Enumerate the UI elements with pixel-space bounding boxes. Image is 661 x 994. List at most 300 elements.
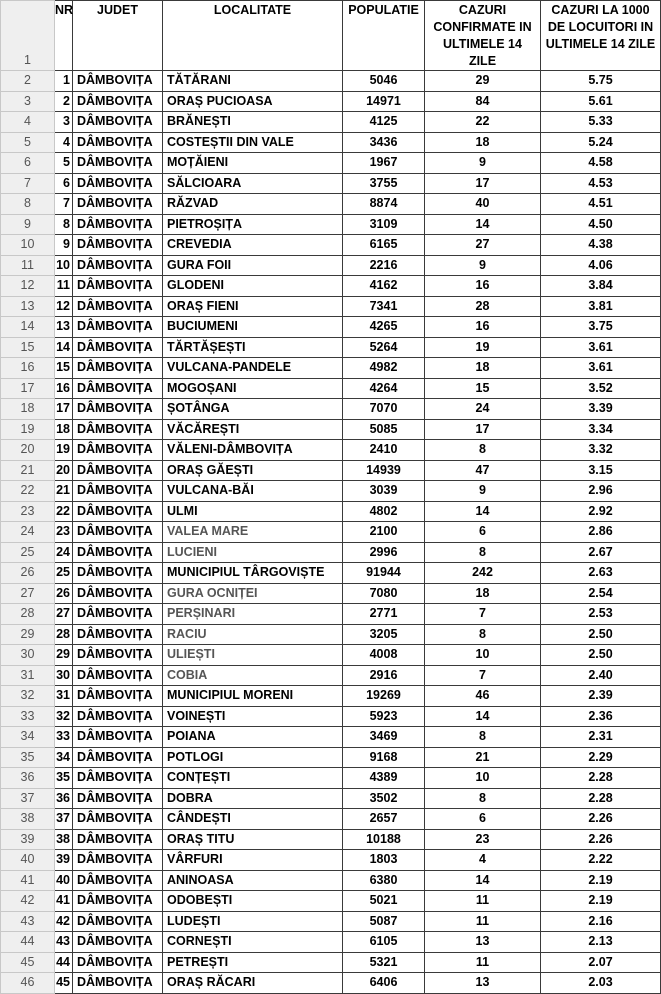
cell-localitate[interactable]: ORAȘ FIENI xyxy=(163,296,343,317)
cell-nr[interactable]: 29 xyxy=(55,645,73,666)
cell-populatie[interactable]: 4008 xyxy=(343,645,425,666)
row-number[interactable]: 43 xyxy=(1,911,55,932)
row-number[interactable]: 2 xyxy=(1,71,55,92)
cell-cazuri[interactable]: 47 xyxy=(425,460,541,481)
row-number[interactable]: 36 xyxy=(1,768,55,789)
cell-cazuri[interactable]: 8 xyxy=(425,624,541,645)
cell-judet[interactable]: DÂMBOVIȚA xyxy=(73,419,163,440)
cell-rata[interactable]: 2.26 xyxy=(541,829,661,850)
cell-rata[interactable]: 5.33 xyxy=(541,112,661,133)
cell-rata[interactable]: 3.61 xyxy=(541,337,661,358)
cell-localitate[interactable]: TĂRTĂȘEȘTI xyxy=(163,337,343,358)
cell-nr[interactable]: 10 xyxy=(55,255,73,276)
cell-cazuri[interactable]: 242 xyxy=(425,563,541,584)
row-number[interactable]: 44 xyxy=(1,932,55,953)
cell-localitate[interactable]: VALEA MARE xyxy=(163,522,343,543)
cell-judet[interactable]: DÂMBOVIȚA xyxy=(73,973,163,994)
cell-cazuri[interactable]: 6 xyxy=(425,809,541,830)
cell-nr[interactable]: 37 xyxy=(55,809,73,830)
cell-rata[interactable]: 5.24 xyxy=(541,132,661,153)
cell-rata[interactable]: 3.34 xyxy=(541,419,661,440)
cell-localitate[interactable]: ORAȘ TITU xyxy=(163,829,343,850)
row-number[interactable]: 28 xyxy=(1,604,55,625)
cell-rata[interactable]: 3.75 xyxy=(541,317,661,338)
cell-judet[interactable]: DÂMBOVIȚA xyxy=(73,255,163,276)
cell-populatie[interactable]: 6380 xyxy=(343,870,425,891)
cell-judet[interactable]: DÂMBOVIȚA xyxy=(73,501,163,522)
row-number[interactable]: 18 xyxy=(1,399,55,420)
cell-populatie[interactable]: 5085 xyxy=(343,419,425,440)
cell-judet[interactable]: DÂMBOVIȚA xyxy=(73,91,163,112)
cell-judet[interactable]: DÂMBOVIȚA xyxy=(73,378,163,399)
cell-cazuri[interactable]: 14 xyxy=(425,501,541,522)
cell-nr[interactable]: 9 xyxy=(55,235,73,256)
cell-rata[interactable]: 5.61 xyxy=(541,91,661,112)
cell-localitate[interactable]: CORNEȘTI xyxy=(163,932,343,953)
cell-populatie[interactable]: 6165 xyxy=(343,235,425,256)
cell-judet[interactable]: DÂMBOVIȚA xyxy=(73,337,163,358)
cell-nr[interactable]: 32 xyxy=(55,706,73,727)
cell-localitate[interactable]: GURA OCNIȚEI xyxy=(163,583,343,604)
header-rata[interactable]: CAZURI LA 1000 DE LOCUITORI IN ULTIMELE 14 ZILE xyxy=(541,1,661,71)
cell-nr[interactable]: 36 xyxy=(55,788,73,809)
cell-judet[interactable]: DÂMBOVIȚA xyxy=(73,542,163,563)
cell-localitate[interactable]: MOȚĂIENI xyxy=(163,153,343,174)
cell-judet[interactable]: DÂMBOVIȚA xyxy=(73,276,163,297)
cell-localitate[interactable]: ȘOTÂNGA xyxy=(163,399,343,420)
cell-rata[interactable]: 5.75 xyxy=(541,71,661,92)
cell-rata[interactable]: 3.39 xyxy=(541,399,661,420)
cell-rata[interactable]: 2.53 xyxy=(541,604,661,625)
cell-cazuri[interactable]: 9 xyxy=(425,255,541,276)
row-number[interactable]: 10 xyxy=(1,235,55,256)
cell-rata[interactable]: 2.40 xyxy=(541,665,661,686)
cell-judet[interactable]: DÂMBOVIȚA xyxy=(73,911,163,932)
cell-populatie[interactable]: 3039 xyxy=(343,481,425,502)
row-number[interactable]: 41 xyxy=(1,870,55,891)
cell-nr[interactable]: 30 xyxy=(55,665,73,686)
row-number[interactable]: 6 xyxy=(1,153,55,174)
cell-cazuri[interactable]: 24 xyxy=(425,399,541,420)
row-number[interactable]: 5 xyxy=(1,132,55,153)
cell-populatie[interactable]: 2100 xyxy=(343,522,425,543)
cell-rata[interactable]: 4.53 xyxy=(541,173,661,194)
cell-localitate[interactable]: GURA FOII xyxy=(163,255,343,276)
row-number[interactable]: 24 xyxy=(1,522,55,543)
cell-localitate[interactable]: VÂRFURI xyxy=(163,850,343,871)
cell-rata[interactable]: 3.81 xyxy=(541,296,661,317)
row-number[interactable]: 4 xyxy=(1,112,55,133)
cell-rata[interactable]: 3.61 xyxy=(541,358,661,379)
cell-judet[interactable]: DÂMBOVIȚA xyxy=(73,440,163,461)
cell-populatie[interactable]: 2996 xyxy=(343,542,425,563)
cell-rata[interactable]: 2.86 xyxy=(541,522,661,543)
cell-judet[interactable]: DÂMBOVIȚA xyxy=(73,317,163,338)
cell-populatie[interactable]: 14939 xyxy=(343,460,425,481)
row-number[interactable]: 29 xyxy=(1,624,55,645)
row-number[interactable]: 25 xyxy=(1,542,55,563)
cell-rata[interactable]: 3.52 xyxy=(541,378,661,399)
cell-localitate[interactable]: ODOBEȘTI xyxy=(163,891,343,912)
cell-rata[interactable]: 2.03 xyxy=(541,973,661,994)
cell-populatie[interactable]: 1803 xyxy=(343,850,425,871)
cell-cazuri[interactable]: 8 xyxy=(425,788,541,809)
cell-localitate[interactable]: POTLOGI xyxy=(163,747,343,768)
cell-rata[interactable]: 3.32 xyxy=(541,440,661,461)
cell-populatie[interactable]: 5087 xyxy=(343,911,425,932)
cell-judet[interactable]: DÂMBOVIȚA xyxy=(73,358,163,379)
cell-judet[interactable]: DÂMBOVIȚA xyxy=(73,747,163,768)
cell-rata[interactable]: 2.16 xyxy=(541,911,661,932)
row-number[interactable]: 27 xyxy=(1,583,55,604)
cell-rata[interactable]: 2.36 xyxy=(541,706,661,727)
row-number[interactable]: 21 xyxy=(1,460,55,481)
cell-rata[interactable]: 2.28 xyxy=(541,788,661,809)
cell-localitate[interactable]: CREVEDIA xyxy=(163,235,343,256)
cell-judet[interactable]: DÂMBOVIȚA xyxy=(73,788,163,809)
cell-nr[interactable]: 38 xyxy=(55,829,73,850)
cell-nr[interactable]: 1 xyxy=(55,71,73,92)
cell-localitate[interactable]: LUCIENI xyxy=(163,542,343,563)
cell-nr[interactable]: 11 xyxy=(55,276,73,297)
cell-judet[interactable]: DÂMBOVIȚA xyxy=(73,173,163,194)
cell-nr[interactable]: 35 xyxy=(55,768,73,789)
cell-populatie[interactable]: 9168 xyxy=(343,747,425,768)
row-number[interactable]: 33 xyxy=(1,706,55,727)
cell-judet[interactable]: DÂMBOVIȚA xyxy=(73,460,163,481)
cell-localitate[interactable]: MUNICIPIUL MORENI xyxy=(163,686,343,707)
row-number[interactable]: 9 xyxy=(1,214,55,235)
cell-localitate[interactable]: MUNICIPIUL TÂRGOVIȘTE xyxy=(163,563,343,584)
cell-localitate[interactable]: VULCANA-BĂI xyxy=(163,481,343,502)
row-number[interactable]: 14 xyxy=(1,317,55,338)
cell-populatie[interactable]: 4265 xyxy=(343,317,425,338)
cell-rata[interactable]: 2.07 xyxy=(541,952,661,973)
cell-nr[interactable]: 2 xyxy=(55,91,73,112)
cell-cazuri[interactable]: 27 xyxy=(425,235,541,256)
row-number[interactable]: 16 xyxy=(1,358,55,379)
cell-populatie[interactable]: 2657 xyxy=(343,809,425,830)
row-number[interactable]: 35 xyxy=(1,747,55,768)
cell-populatie[interactable]: 5046 xyxy=(343,71,425,92)
cell-populatie[interactable]: 2410 xyxy=(343,440,425,461)
cell-judet[interactable]: DÂMBOVIȚA xyxy=(73,624,163,645)
cell-localitate[interactable]: COSTEȘTII DIN VALE xyxy=(163,132,343,153)
row-number[interactable]: 45 xyxy=(1,952,55,973)
cell-localitate[interactable]: COBIA xyxy=(163,665,343,686)
cell-cazuri[interactable]: 13 xyxy=(425,973,541,994)
cell-cazuri[interactable]: 22 xyxy=(425,112,541,133)
row-number[interactable]: 23 xyxy=(1,501,55,522)
cell-nr[interactable]: 13 xyxy=(55,317,73,338)
cell-localitate[interactable]: BUCIUMENI xyxy=(163,317,343,338)
cell-cazuri[interactable]: 7 xyxy=(425,604,541,625)
cell-judet[interactable]: DÂMBOVIȚA xyxy=(73,829,163,850)
cell-nr[interactable]: 3 xyxy=(55,112,73,133)
cell-rata[interactable]: 4.51 xyxy=(541,194,661,215)
cell-populatie[interactable]: 2916 xyxy=(343,665,425,686)
cell-judet[interactable]: DÂMBOVIȚA xyxy=(73,583,163,604)
cell-rata[interactable]: 2.54 xyxy=(541,583,661,604)
cell-judet[interactable]: DÂMBOVIȚA xyxy=(73,112,163,133)
cell-rata[interactable]: 2.19 xyxy=(541,891,661,912)
cell-localitate[interactable]: VĂCĂREȘTI xyxy=(163,419,343,440)
cell-populatie[interactable]: 7080 xyxy=(343,583,425,604)
cell-nr[interactable]: 40 xyxy=(55,870,73,891)
header-cazuri[interactable]: CAZURI CONFIRMATE IN ULTIMELE 14 ZILE xyxy=(425,1,541,71)
cell-populatie[interactable]: 5264 xyxy=(343,337,425,358)
cell-populatie[interactable]: 4982 xyxy=(343,358,425,379)
cell-rata[interactable]: 4.50 xyxy=(541,214,661,235)
cell-rata[interactable]: 4.06 xyxy=(541,255,661,276)
cell-rata[interactable]: 2.31 xyxy=(541,727,661,748)
row-number[interactable]: 12 xyxy=(1,276,55,297)
cell-localitate[interactable]: ULMI xyxy=(163,501,343,522)
cell-rata[interactable]: 4.58 xyxy=(541,153,661,174)
cell-localitate[interactable]: LUDEȘTI xyxy=(163,911,343,932)
cell-localitate[interactable]: ANINOASA xyxy=(163,870,343,891)
row-number[interactable]: 11 xyxy=(1,255,55,276)
cell-cazuri[interactable]: 6 xyxy=(425,522,541,543)
cell-nr[interactable]: 5 xyxy=(55,153,73,174)
cell-cazuri[interactable]: 9 xyxy=(425,481,541,502)
cell-cazuri[interactable]: 40 xyxy=(425,194,541,215)
cell-rata[interactable]: 2.29 xyxy=(541,747,661,768)
cell-judet[interactable]: DÂMBOVIȚA xyxy=(73,850,163,871)
cell-cazuri[interactable]: 17 xyxy=(425,419,541,440)
cell-rata[interactable]: 2.50 xyxy=(541,645,661,666)
cell-nr[interactable]: 26 xyxy=(55,583,73,604)
cell-cazuri[interactable]: 29 xyxy=(425,71,541,92)
cell-rata[interactable]: 4.38 xyxy=(541,235,661,256)
cell-populatie[interactable]: 4162 xyxy=(343,276,425,297)
cell-nr[interactable]: 42 xyxy=(55,911,73,932)
cell-nr[interactable]: 7 xyxy=(55,194,73,215)
cell-judet[interactable]: DÂMBOVIȚA xyxy=(73,686,163,707)
cell-populatie[interactable]: 4125 xyxy=(343,112,425,133)
cell-localitate[interactable]: DOBRA xyxy=(163,788,343,809)
cell-localitate[interactable]: MOGOȘANI xyxy=(163,378,343,399)
cell-populatie[interactable]: 8874 xyxy=(343,194,425,215)
cell-judet[interactable]: DÂMBOVIȚA xyxy=(73,727,163,748)
cell-populatie[interactable]: 6105 xyxy=(343,932,425,953)
cell-nr[interactable]: 33 xyxy=(55,727,73,748)
cell-localitate[interactable]: RĂZVAD xyxy=(163,194,343,215)
row-number[interactable]: 15 xyxy=(1,337,55,358)
cell-populatie[interactable]: 2771 xyxy=(343,604,425,625)
cell-cazuri[interactable]: 10 xyxy=(425,768,541,789)
cell-judet[interactable]: DÂMBOVIȚA xyxy=(73,399,163,420)
cell-localitate[interactable]: POIANA xyxy=(163,727,343,748)
cell-rata[interactable]: 2.39 xyxy=(541,686,661,707)
cell-cazuri[interactable]: 18 xyxy=(425,583,541,604)
cell-judet[interactable]: DÂMBOVIȚA xyxy=(73,870,163,891)
cell-judet[interactable]: DÂMBOVIȚA xyxy=(73,768,163,789)
cell-judet[interactable]: DÂMBOVIȚA xyxy=(73,891,163,912)
cell-populatie[interactable]: 91944 xyxy=(343,563,425,584)
cell-populatie[interactable]: 1967 xyxy=(343,153,425,174)
cell-populatie[interactable]: 3205 xyxy=(343,624,425,645)
cell-rata[interactable]: 2.96 xyxy=(541,481,661,502)
cell-populatie[interactable]: 4802 xyxy=(343,501,425,522)
cell-nr[interactable]: 24 xyxy=(55,542,73,563)
header-localitate[interactable]: LOCALITATE xyxy=(163,1,343,71)
cell-cazuri[interactable]: 16 xyxy=(425,317,541,338)
cell-judet[interactable]: DÂMBOVIȚA xyxy=(73,706,163,727)
cell-judet[interactable]: DÂMBOVIȚA xyxy=(73,604,163,625)
cell-nr[interactable]: 14 xyxy=(55,337,73,358)
cell-nr[interactable]: 15 xyxy=(55,358,73,379)
row-number[interactable]: 20 xyxy=(1,440,55,461)
cell-nr[interactable]: 8 xyxy=(55,214,73,235)
cell-cazuri[interactable]: 14 xyxy=(425,870,541,891)
cell-judet[interactable]: DÂMBOVIȚA xyxy=(73,214,163,235)
cell-localitate[interactable]: RACIU xyxy=(163,624,343,645)
cell-judet[interactable]: DÂMBOVIȚA xyxy=(73,952,163,973)
cell-localitate[interactable]: ULIEȘTI xyxy=(163,645,343,666)
cell-populatie[interactable]: 7070 xyxy=(343,399,425,420)
cell-cazuri[interactable]: 17 xyxy=(425,173,541,194)
cell-localitate[interactable]: VULCANA-PANDELE xyxy=(163,358,343,379)
row-number[interactable]: 19 xyxy=(1,419,55,440)
cell-nr[interactable]: 25 xyxy=(55,563,73,584)
cell-cazuri[interactable]: 15 xyxy=(425,378,541,399)
cell-nr[interactable]: 20 xyxy=(55,460,73,481)
cell-nr[interactable]: 12 xyxy=(55,296,73,317)
cell-rata[interactable]: 2.28 xyxy=(541,768,661,789)
cell-judet[interactable]: DÂMBOVIȚA xyxy=(73,153,163,174)
cell-judet[interactable]: DÂMBOVIȚA xyxy=(73,563,163,584)
cell-cazuri[interactable]: 28 xyxy=(425,296,541,317)
cell-nr[interactable]: 41 xyxy=(55,891,73,912)
cell-judet[interactable]: DÂMBOVIȚA xyxy=(73,665,163,686)
row-number[interactable]: 46 xyxy=(1,973,55,994)
row-number[interactable]: 26 xyxy=(1,563,55,584)
cell-nr[interactable]: 16 xyxy=(55,378,73,399)
cell-rata[interactable]: 3.15 xyxy=(541,460,661,481)
cell-localitate[interactable]: PERȘINARI xyxy=(163,604,343,625)
cell-cazuri[interactable]: 11 xyxy=(425,911,541,932)
cell-populatie[interactable]: 19269 xyxy=(343,686,425,707)
cell-nr[interactable]: 19 xyxy=(55,440,73,461)
cell-localitate[interactable]: ORAȘ RĂCARI xyxy=(163,973,343,994)
cell-cazuri[interactable]: 23 xyxy=(425,829,541,850)
cell-populatie[interactable]: 5021 xyxy=(343,891,425,912)
cell-cazuri[interactable]: 9 xyxy=(425,153,541,174)
cell-localitate[interactable]: GLODENI xyxy=(163,276,343,297)
cell-populatie[interactable]: 3469 xyxy=(343,727,425,748)
cell-localitate[interactable]: BRĂNEȘTI xyxy=(163,112,343,133)
row-number[interactable]: 7 xyxy=(1,173,55,194)
cell-populatie[interactable]: 4264 xyxy=(343,378,425,399)
cell-nr[interactable]: 44 xyxy=(55,952,73,973)
row-number[interactable]: 38 xyxy=(1,809,55,830)
cell-rata[interactable]: 2.13 xyxy=(541,932,661,953)
cell-judet[interactable]: DÂMBOVIȚA xyxy=(73,481,163,502)
cell-rata[interactable]: 2.22 xyxy=(541,850,661,871)
cell-judet[interactable]: DÂMBOVIȚA xyxy=(73,932,163,953)
cell-rata[interactable]: 2.50 xyxy=(541,624,661,645)
cell-populatie[interactable]: 3436 xyxy=(343,132,425,153)
cell-rata[interactable]: 2.19 xyxy=(541,870,661,891)
cell-nr[interactable]: 6 xyxy=(55,173,73,194)
cell-cazuri[interactable]: 14 xyxy=(425,214,541,235)
cell-populatie[interactable]: 3755 xyxy=(343,173,425,194)
row-number[interactable]: 32 xyxy=(1,686,55,707)
cell-cazuri[interactable]: 18 xyxy=(425,132,541,153)
cell-cazuri[interactable]: 14 xyxy=(425,706,541,727)
cell-rata[interactable]: 2.26 xyxy=(541,809,661,830)
cell-cazuri[interactable]: 13 xyxy=(425,932,541,953)
cell-nr[interactable]: 45 xyxy=(55,973,73,994)
row-number[interactable]: 17 xyxy=(1,378,55,399)
cell-cazuri[interactable]: 16 xyxy=(425,276,541,297)
cell-populatie[interactable]: 10188 xyxy=(343,829,425,850)
cell-nr[interactable]: 4 xyxy=(55,132,73,153)
cell-populatie[interactable]: 4389 xyxy=(343,768,425,789)
cell-populatie[interactable]: 14971 xyxy=(343,91,425,112)
cell-localitate[interactable]: ORAȘ PUCIOASA xyxy=(163,91,343,112)
cell-nr[interactable]: 43 xyxy=(55,932,73,953)
cell-populatie[interactable]: 2216 xyxy=(343,255,425,276)
cell-cazuri[interactable]: 21 xyxy=(425,747,541,768)
cell-cazuri[interactable]: 11 xyxy=(425,891,541,912)
row-number[interactable]: 31 xyxy=(1,665,55,686)
cell-nr[interactable]: 17 xyxy=(55,399,73,420)
cell-rata[interactable]: 2.63 xyxy=(541,563,661,584)
cell-judet[interactable]: DÂMBOVIȚA xyxy=(73,296,163,317)
row-number[interactable]: 42 xyxy=(1,891,55,912)
row-number[interactable]: 34 xyxy=(1,727,55,748)
cell-localitate[interactable]: CÂNDEȘTI xyxy=(163,809,343,830)
cell-judet[interactable]: DÂMBOVIȚA xyxy=(73,522,163,543)
cell-populatie[interactable]: 5321 xyxy=(343,952,425,973)
row-number[interactable]: 39 xyxy=(1,829,55,850)
header-judet[interactable]: JUDET xyxy=(73,1,163,71)
cell-judet[interactable]: DÂMBOVIȚA xyxy=(73,71,163,92)
cell-localitate[interactable]: SĂLCIOARA xyxy=(163,173,343,194)
row-number[interactable]: 22 xyxy=(1,481,55,502)
cell-judet[interactable]: DÂMBOVIȚA xyxy=(73,132,163,153)
cell-nr[interactable]: 28 xyxy=(55,624,73,645)
cell-localitate[interactable]: PIETROȘIȚA xyxy=(163,214,343,235)
cell-populatie[interactable]: 7341 xyxy=(343,296,425,317)
cell-populatie[interactable]: 5923 xyxy=(343,706,425,727)
cell-rata[interactable]: 2.92 xyxy=(541,501,661,522)
row-number[interactable]: 40 xyxy=(1,850,55,871)
cell-localitate[interactable]: VĂLENI-DÂMBOVIȚA xyxy=(163,440,343,461)
cell-nr[interactable]: 18 xyxy=(55,419,73,440)
cell-localitate[interactable]: CONȚEȘTI xyxy=(163,768,343,789)
header-nr[interactable]: NR xyxy=(55,1,73,71)
cell-localitate[interactable]: VOINEȘTI xyxy=(163,706,343,727)
cell-localitate[interactable]: ORAȘ GĂEȘTI xyxy=(163,460,343,481)
row-number[interactable]: 30 xyxy=(1,645,55,666)
cell-rata[interactable]: 2.67 xyxy=(541,542,661,563)
cell-judet[interactable]: DÂMBOVIȚA xyxy=(73,194,163,215)
cell-judet[interactable]: DÂMBOVIȚA xyxy=(73,235,163,256)
cell-nr[interactable]: 27 xyxy=(55,604,73,625)
cell-cazuri[interactable]: 8 xyxy=(425,440,541,461)
cell-localitate[interactable]: PETREȘTI xyxy=(163,952,343,973)
cell-nr[interactable]: 22 xyxy=(55,501,73,522)
cell-cazuri[interactable]: 18 xyxy=(425,358,541,379)
cell-cazuri[interactable]: 7 xyxy=(425,665,541,686)
cell-cazuri[interactable]: 11 xyxy=(425,952,541,973)
cell-nr[interactable]: 21 xyxy=(55,481,73,502)
cell-populatie[interactable]: 6406 xyxy=(343,973,425,994)
cell-cazuri[interactable]: 19 xyxy=(425,337,541,358)
